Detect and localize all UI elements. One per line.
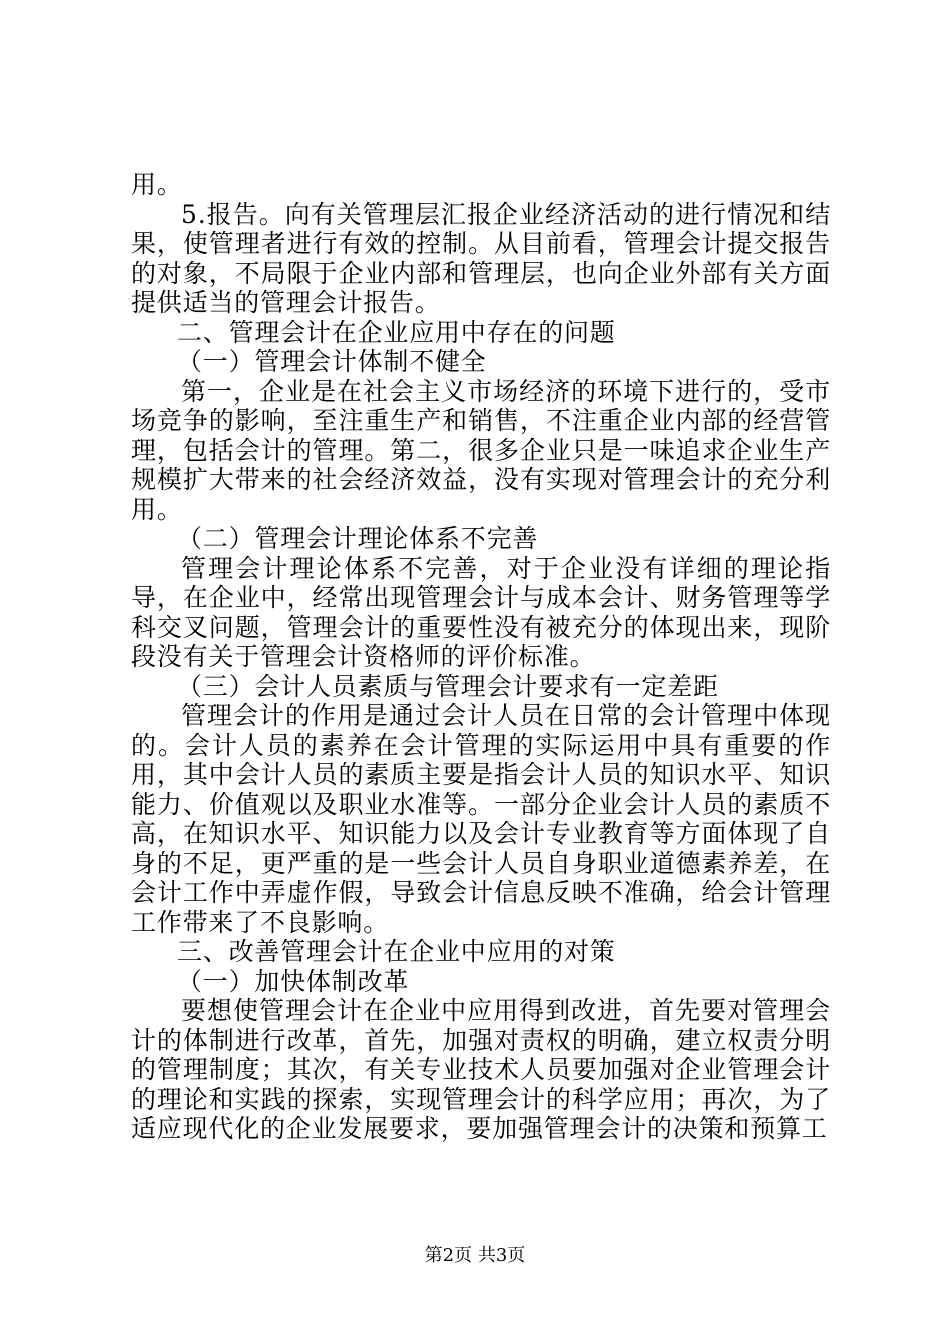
paragraph-2-1: 第一，企业是在社会主义市场经济的环境下进行的，受市场竞争的影响，至注重生产和销售，不注重企业内部的经营管理，包括会计的管理。第二，很多企业只是一味追求企业生产规模扩大带来的社会经济效益，没有实现对管理会计的充分利用。 [131, 376, 831, 524]
paragraph-2-2: 管理会计理论体系不完善，对于企业没有详细的理论指导，在企业中，经常出现管理会计与成本会计、财务管理等学科交叉问题，管理会计的重要性没有被充分的体现出来，现阶段没有关于管理会计资格师的评价标准。 [131, 553, 831, 671]
paragraph-continuation: 用。 [131, 170, 183, 199]
subsection-heading-2-2: （二）管理会计理论体系不完善 [177, 524, 539, 553]
document-body [131, 170, 831, 1144]
section-heading-2: 二、管理会计在企业应用中存在的问题 [177, 317, 616, 347]
subsection-heading-2-1: （一）管理会计体制不健全 [177, 347, 487, 376]
subsection-heading-2-3: （三）会计人员素质与管理会计要求有一定差距 [177, 671, 719, 701]
paragraph-report: 5.报告。向有关管理层汇报企业经济活动的进行情况和结果，使管理者进行有效的控制。从目前看，管理会计提交报告的对象，不局限于企业内部和管理层，也向企业外部有关方面提供适当的管理会计报告。 [131, 199, 831, 317]
section-heading-3: 三、改善管理会计在企业中应用的对策 [177, 937, 616, 966]
subsection-heading-3-1: （一）加快体制改革 [177, 966, 410, 996]
paragraph-3-1: 要想使管理会计在企业中应用得到改进，首先要对管理会计的体制进行改革，首先，加强对责权的明确，建立权责分明的管理制度；其次，有关专业技术人员要加强对企业管理会计的理论和实践的探索，实现管理会计的科学应用；再次，为了适应现代化的企业发展要求，要加强管理会计的决策和预算工 [131, 996, 831, 1143]
paragraph-2-3: 管理会计的作用是通过会计人员在日常的会计管理中体现的。会计人员的素养在会计管理的实际运用中具有重要的作用，其中会计人员的素质主要是指会计人员的知识水平、知识能力、价值观以及职业水准等。一部分企业会计人员的素质不高，在知识水平、知识能力以及会计专业教育等方面体现了自身的不足，更严重的是一些会计人员自身职业道德素养差，在会计工作中弄虚作假，导致会计信息反映不准确，给会计管理工作带来了不良影响。 [131, 701, 831, 937]
page-footer [0, 1245, 950, 1267]
page-number-label: 第2页 共3页 [424, 1245, 526, 1266]
